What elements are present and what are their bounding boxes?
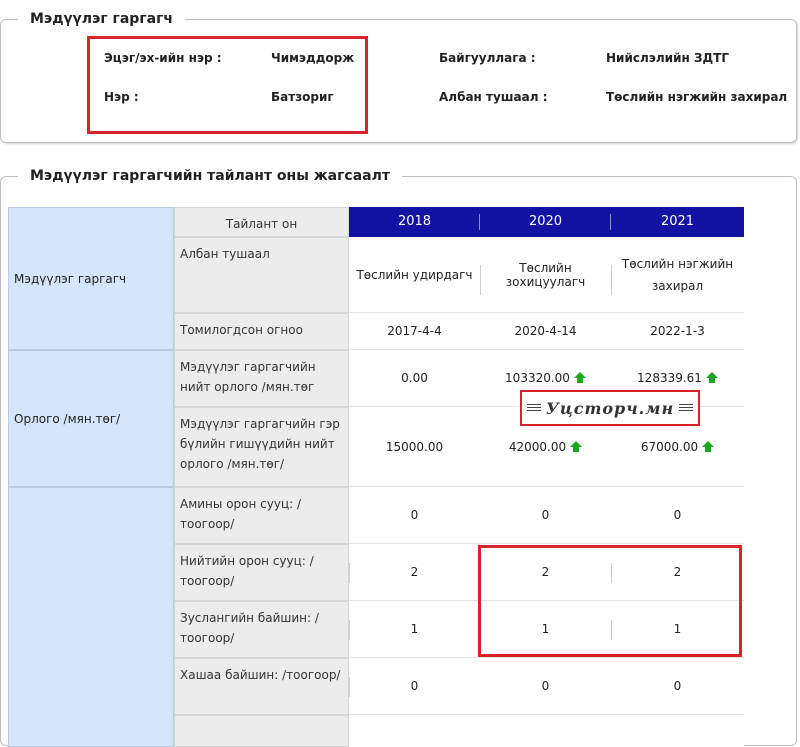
- organization-label: Байгууллага :: [439, 51, 536, 65]
- name-highlight-box: [87, 36, 368, 134]
- row-label-next-cut: [174, 715, 349, 747]
- report-years-legend: Мэдүүлэг гаргагчийн тайлант оны жагсаалт: [18, 166, 402, 186]
- family-income-2018: 15000.00: [349, 407, 480, 487]
- category-income: Орлого /мян.төг/: [8, 350, 174, 487]
- position-label: Албан тушаал :: [439, 90, 548, 104]
- appointed-date-2020: 2020-4-14: [480, 313, 611, 350]
- year-2020-header: 2020: [480, 207, 611, 237]
- family-income-2021: 67000.00: [611, 407, 744, 487]
- applicant-income-2018: 0.00: [349, 350, 480, 407]
- father-name-value: Чимэддорж: [271, 51, 355, 65]
- increase-arrow-icon: [706, 372, 718, 378]
- row-label-applicant-income: Мэдүүлэг гаргагчийн нийт орлого /мян.төг: [174, 350, 349, 407]
- family-income-2020: 42000.00: [480, 407, 611, 487]
- apartment-2021: 2: [611, 544, 744, 601]
- position-value: Төслийн нэгжийн захирал: [606, 90, 788, 104]
- watermark-logo: Уцсторч.мн: [520, 390, 700, 426]
- detached-house-2018: 0: [349, 487, 480, 544]
- row-label-yard-house: Хашаа байшин: /тоогоор/: [174, 658, 349, 715]
- position-2021: Төслийн нэгжийн захирал: [611, 237, 744, 313]
- apartment-2020: 2: [480, 544, 611, 601]
- category-property: [8, 487, 174, 747]
- row-next-cut: [349, 715, 744, 747]
- yard-house-2021: 0: [611, 658, 744, 715]
- organization-value: Нийслэлийн ЗДТГ: [606, 51, 729, 65]
- applicant-income-2020: 103320.00: [480, 350, 611, 407]
- detached-house-2020: 0: [480, 487, 611, 544]
- applicant-income-2021: 128339.61: [611, 350, 744, 407]
- year-2021-header: 2021: [611, 207, 744, 237]
- category-applicant: Мэдүүлэг гаргагч: [8, 207, 174, 350]
- row-label-detached-house: Амины орон сууц: /тоогоор/: [174, 487, 349, 544]
- row-label-appointed-date: Томилогдсон огноо: [174, 313, 349, 350]
- apartment-2018: 2: [349, 544, 480, 601]
- row-label-position: Албан тушаал: [174, 237, 349, 313]
- report-table: [8, 207, 744, 747]
- name-value: Батзориг: [271, 90, 334, 104]
- increase-arrow-icon: [570, 441, 582, 447]
- summer-house-2018: 1: [349, 601, 480, 658]
- row-label-family-income: Мэдүүлэг гаргагчийн гэр бүлийн гишүүдийн нийт орлого /мян.төг/: [174, 407, 349, 487]
- detached-house-2021: 0: [611, 487, 744, 544]
- increase-arrow-icon: [702, 441, 714, 447]
- yard-house-2020: 0: [480, 658, 611, 715]
- summer-house-2021: 1: [611, 601, 744, 658]
- summer-house-2020: 1: [480, 601, 611, 658]
- row-label-apartment: Нийтийн орон сууц: /тоогоор/: [174, 544, 349, 601]
- property-highlight-box: [478, 545, 742, 657]
- position-2020: Төслийн зохицуулагч: [480, 237, 611, 313]
- name-label: Нэр :: [104, 90, 139, 104]
- row-label-summer-house: Зуслангийн байшин: /тоогоор/: [174, 601, 349, 658]
- appointed-date-2021: 2022-1-3: [611, 313, 744, 350]
- wing-right-icon: [679, 404, 693, 412]
- increase-arrow-icon: [574, 372, 586, 378]
- applicant-legend: Мэдүүлэг гаргагч: [18, 9, 185, 29]
- father-name-label: Эцэг/эх-ийн нэр :: [104, 51, 222, 65]
- yard-house-2018: 0: [349, 658, 480, 715]
- year-2018-header: 2018: [349, 207, 480, 237]
- position-2018: Төслийн удирдагч: [349, 237, 480, 313]
- year-header: Тайлант он: [174, 207, 349, 237]
- wing-left-icon: [527, 404, 541, 412]
- appointed-date-2018: 2017-4-4: [349, 313, 480, 350]
